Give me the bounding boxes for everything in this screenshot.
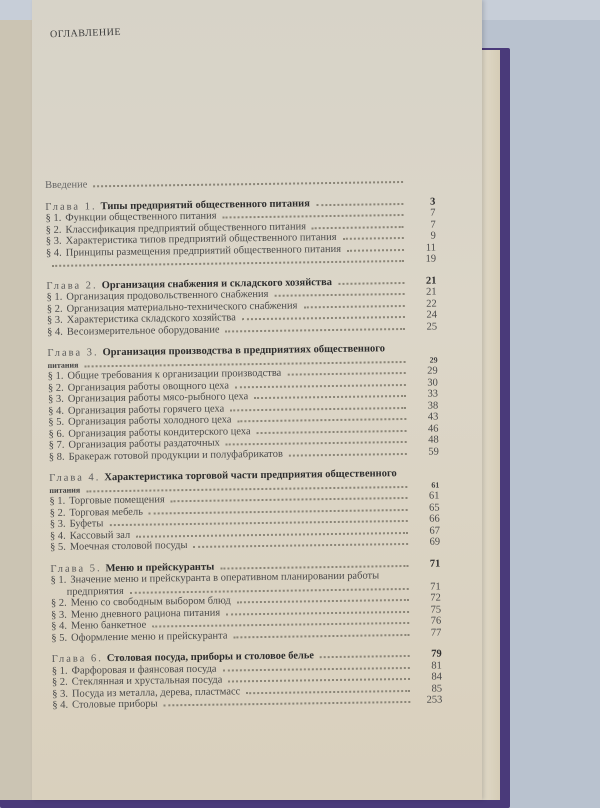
section: § 8. Бракераж готовой продукции и полуфабрикатов 59	[48, 446, 439, 463]
section: § 3. Буфеты 66	[49, 513, 440, 530]
chapter-5: Глава 5. Меню и прейскуранты 71	[50, 558, 441, 575]
section: § 1. Функции общественного питания 7	[45, 207, 436, 224]
section: § 5. Организация работы холодного цеха 43	[48, 411, 439, 428]
section: § 4. Принципы размещения предприятий общественного питания 11	[45, 242, 437, 259]
section: § 4. Весоизмерительное оборудование 25	[47, 321, 438, 338]
section: § 2. Организация материально-технического снабжения 22	[46, 298, 437, 315]
table-of-contents	[45, 175, 442, 712]
section: § 6. Организация работы кондитерского цеха 46	[48, 423, 439, 440]
section-end: 19	[46, 254, 436, 271]
section: § 2. Торговая мебель 65	[49, 502, 440, 519]
chapter-6: Глава 6. Столовая посуда, приборы и столовое белье 79	[51, 648, 442, 665]
chapter-2: Глава 2. Организация снабжения и складского хозяйства 21	[46, 275, 437, 292]
section: § 1. Общие требования к организации производства 29	[47, 365, 438, 382]
chapter-4: Глава 4. Характеристика торговой части предприятия общественного	[49, 468, 397, 484]
section: § 3. Посуда из металла, дерева, пластмасс 85	[52, 683, 443, 700]
section: § 3. Меню дневного рациона питания 75	[50, 604, 442, 621]
section: § 2. Организация работы овощного цеха 30	[47, 377, 438, 394]
chapter-4-cont: питания 61	[49, 480, 440, 495]
section: § 1. Организация продовольственного снабжения 21	[46, 286, 437, 303]
section: § 5. Моечная столовой посуды 69	[50, 536, 441, 553]
section: § 4. Организация работы горячего цеха 38	[48, 400, 439, 417]
section: § 2. Классификация предприятий общественного питания 7	[45, 219, 436, 236]
section: § 3. Организация работы мясо-рыбного цеха 33	[47, 388, 439, 405]
section: § 3. Характеристика типов предприятий общественного питания 9	[45, 230, 436, 247]
section: § 1. Фарфоровая и фаянсовая посуда 81	[51, 660, 442, 677]
chapter-3: Глава 3. Организация производства в предприятиях общественного	[47, 343, 386, 359]
section: § 4. Меню банкетное 76	[51, 615, 442, 632]
toc-intro: Введение	[45, 175, 435, 192]
section-cont: предприятия 71	[66, 581, 441, 598]
chapter-3-cont: питания 29	[47, 355, 438, 370]
section: § 7. Организация работы раздаточных 48	[48, 434, 439, 451]
section: § 2. Стеклянная и хрустальная посуда 84	[51, 671, 443, 688]
chapter-1: Глава 1. Типы предприятий общественного питания 3	[45, 196, 436, 213]
section: § 5. Оформление меню и прейскуранта 77	[51, 627, 442, 644]
folio: 253	[426, 694, 443, 706]
left-page-edge	[0, 20, 34, 800]
running-head: ОГЛАВЛЕНИЕ	[49, 26, 122, 41]
section: § 3. Характеристика складского хозяйства 24	[46, 309, 438, 326]
section: § 1. Значение меню и прейскуранта в оперативном планировании работы	[50, 570, 380, 586]
section: § 4. Столовые приборы 253	[52, 694, 443, 711]
section: § 2. Меню со свободным выбором блюд 72	[50, 592, 441, 609]
section: § 4. Кассовый зал 67	[49, 525, 441, 542]
section: § 1. Торговые помещения 61	[49, 490, 440, 507]
